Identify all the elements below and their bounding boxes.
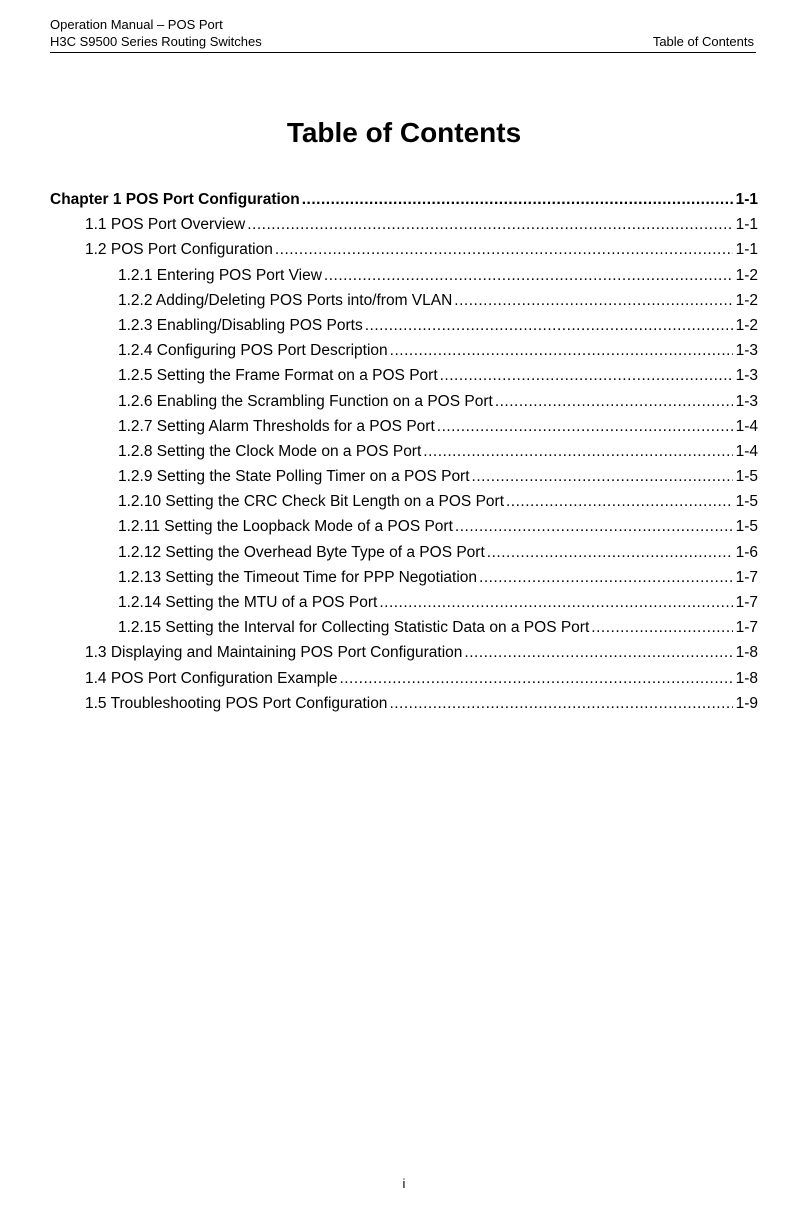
- toc-entry-page: 1-1: [735, 191, 758, 208]
- toc-entry-page: 1-5: [735, 468, 758, 486]
- toc-dot-leader: [591, 615, 732, 640]
- toc-entry-page: 1-9: [735, 694, 758, 712]
- toc-dot-leader: [472, 464, 733, 489]
- toc-dot-leader: [324, 263, 733, 288]
- page-number: i: [402, 1176, 406, 1191]
- toc-dot-leader: [247, 212, 732, 237]
- toc-entry[interactable]: [50, 464, 758, 489]
- toc-entry[interactable]: [50, 263, 758, 288]
- header-section: Table of Contents: [652, 34, 754, 49]
- product-name: H3C S9500 Series Routing Switches: [50, 34, 262, 49]
- toc-entry-page: 1-1: [735, 216, 758, 234]
- toc-entry-page: 1-7: [735, 594, 758, 611]
- toc-entry-title: 1.2.12 Setting the Overhead Byte Type of a POS Port: [118, 543, 485, 561]
- toc-dot-leader: [440, 363, 733, 388]
- toc-dot-leader: [423, 439, 732, 464]
- toc-dot-leader: [275, 237, 733, 262]
- toc-entry-page: 1-5: [735, 493, 758, 511]
- toc-entry-title: 1.2.5 Setting the Frame Format on a POS Port: [118, 367, 438, 385]
- toc-entry[interactable]: [50, 615, 758, 640]
- toc-dot-leader: [302, 187, 733, 212]
- toc-entry-page: 1-3: [735, 367, 758, 385]
- toc-entry-page: 1-1: [735, 241, 758, 259]
- toc-entry[interactable]: [50, 439, 758, 464]
- toc-entry[interactable]: [50, 590, 758, 615]
- toc-entry-page: 1-2: [735, 266, 758, 284]
- toc-entry[interactable]: [50, 338, 758, 363]
- toc-entry-title: 1.2.7 Setting Alarm Thresholds for a POS Port: [118, 417, 435, 435]
- toc-entry[interactable]: [50, 565, 758, 590]
- toc-entry[interactable]: [50, 212, 758, 237]
- toc-dot-leader: [464, 640, 732, 665]
- toc-entry-page: 1-6: [735, 543, 758, 561]
- toc-entry-page: 1-2: [735, 316, 758, 334]
- toc-entry-title: 1.2.2 Adding/Deleting POS Ports into/from VLAN: [118, 291, 453, 309]
- toc-entry-title: 1.2.6 Enabling the Scrambling Function on a POS Port: [118, 392, 493, 410]
- toc-entry-title: 1.2.15 Setting the Interval for Collecting Statistic Data on a POS Port: [118, 619, 590, 637]
- toc-entry[interactable]: [50, 514, 758, 539]
- toc-entry-title: 1.2.13 Setting the Timeout Time for PPP Negotiation: [118, 568, 478, 586]
- toc-entry-page: 1-8: [735, 644, 758, 662]
- page-header: [50, 14, 756, 53]
- toc-entry-title: 1.5 Troubleshooting POS Port Configuration: [85, 694, 388, 712]
- toc-entry-page: 1-2: [735, 291, 758, 309]
- toc-entry[interactable]: [50, 187, 758, 212]
- toc-entry-title: Chapter 1 POS Port Configuration: [50, 191, 300, 208]
- toc-entry-title: 1.2.4 Configuring POS Port Description: [118, 342, 388, 360]
- toc-entry[interactable]: [50, 363, 758, 388]
- toc-entry[interactable]: [50, 313, 758, 338]
- toc-entry-page: 1-7: [735, 619, 758, 637]
- toc-dot-leader: [454, 288, 732, 313]
- toc-dot-leader: [437, 414, 733, 439]
- toc-entry[interactable]: [50, 640, 758, 665]
- toc-entry-title: 1.1 POS Port Overview: [85, 216, 246, 234]
- toc-entry-page: 1-3: [735, 392, 758, 410]
- toc-entry-page: 1-8: [735, 669, 758, 687]
- toc-entry-page: 1-5: [735, 518, 758, 536]
- toc-entry-page: 1-3: [735, 342, 758, 360]
- toc-entry[interactable]: [50, 691, 758, 716]
- toc-dot-leader: [487, 540, 733, 565]
- toc-entry-title: 1.2.10 Setting the CRC Check Bit Length on a POS Port: [118, 493, 504, 511]
- toc-dot-leader: [390, 338, 733, 363]
- toc-entry[interactable]: [50, 389, 758, 414]
- toc-entry[interactable]: [50, 489, 758, 514]
- toc-entry[interactable]: [50, 237, 758, 262]
- toc-dot-leader: [339, 666, 732, 691]
- toc-entry-title: 1.2 POS Port Configuration: [85, 241, 273, 259]
- toc-entry-title: 1.2.3 Enabling/Disabling POS Ports: [118, 316, 363, 334]
- toc-dot-leader: [495, 389, 733, 414]
- toc-entry-page: 1-4: [735, 442, 758, 460]
- toc-entry[interactable]: [50, 414, 758, 439]
- toc-entry-page: 1-7: [735, 568, 758, 586]
- toc-dot-leader: [506, 489, 733, 514]
- toc-dot-leader: [455, 514, 733, 539]
- toc-entry-title: 1.2.1 Entering POS Port View: [118, 266, 322, 284]
- toc-entry-title: 1.2.14 Setting the MTU of a POS Port: [118, 594, 378, 611]
- toc-entry[interactable]: [50, 666, 758, 691]
- toc-entry-title: 1.4 POS Port Configuration Example: [85, 669, 338, 687]
- toc-entry-page: 1-4: [735, 417, 758, 435]
- toc-dot-leader: [365, 313, 733, 338]
- toc-entry[interactable]: [50, 288, 758, 313]
- manual-title: Operation Manual – POS Port: [50, 17, 223, 32]
- toc-entry[interactable]: [50, 540, 758, 565]
- toc-dot-leader: [389, 691, 732, 716]
- toc-entry-title: 1.2.11 Setting the Loopback Mode of a POS Port: [118, 518, 453, 536]
- table-of-contents: [50, 187, 758, 716]
- toc-entry-title: 1.2.9 Setting the State Polling Timer on a POS Port: [118, 468, 470, 486]
- toc-entry-title: 1.2.8 Setting the Clock Mode on a POS Port: [118, 442, 422, 460]
- toc-dot-leader: [379, 590, 732, 615]
- toc-dot-leader: [479, 565, 733, 590]
- page-title: Table of Contents: [286, 117, 522, 148]
- toc-entry-title: 1.3 Displaying and Maintaining POS Port Configuration: [85, 644, 463, 662]
